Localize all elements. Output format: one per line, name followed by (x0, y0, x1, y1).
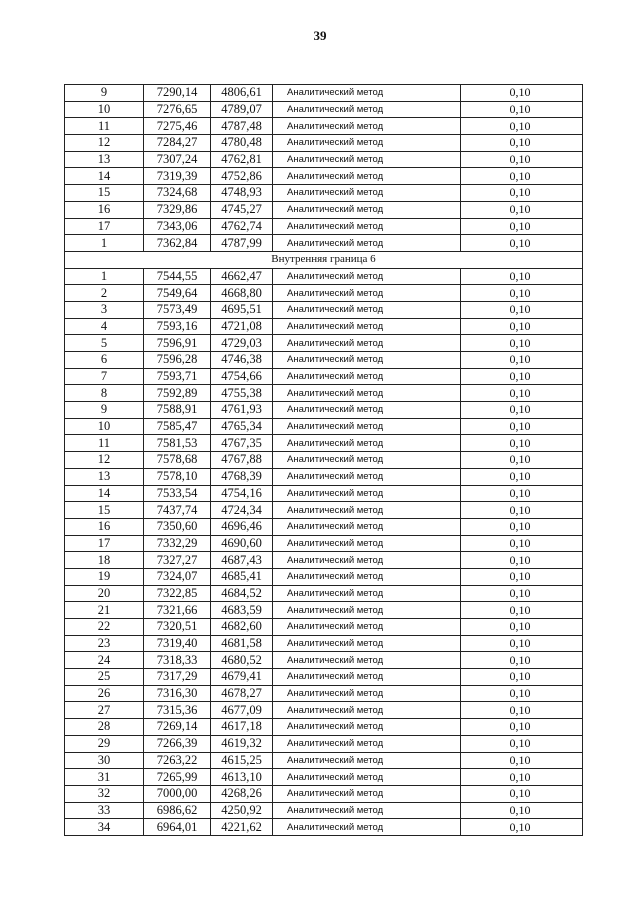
method-cell: Аналитический метод (273, 585, 461, 602)
method-cell: Аналитический метод (273, 635, 461, 652)
table-row (65, 285, 583, 302)
point-number-cell: 28 (65, 719, 144, 736)
accuracy-cell: 0,10 (461, 468, 583, 485)
table-row (65, 452, 583, 469)
table-row (65, 185, 583, 202)
section-title: Внутренняя граница 6 (65, 251, 583, 268)
accuracy-cell: 0,10 (461, 385, 583, 402)
point-number-cell: 15 (65, 185, 144, 202)
y-coordinate-cell: 4679,41 (211, 669, 273, 686)
accuracy-cell: 0,10 (461, 402, 583, 419)
y-coordinate-cell: 4668,80 (211, 285, 273, 302)
method-cell: Аналитический метод (273, 85, 461, 102)
method-cell: Аналитический метод (273, 619, 461, 636)
x-coordinate-cell: 7319,39 (144, 168, 211, 185)
method-cell: Аналитический метод (273, 352, 461, 369)
table-row (65, 151, 583, 168)
y-coordinate-cell: 4683,59 (211, 602, 273, 619)
y-coordinate-cell: 4767,88 (211, 452, 273, 469)
y-coordinate-cell: 4617,18 (211, 719, 273, 736)
table-row (65, 702, 583, 719)
accuracy-cell: 0,10 (461, 685, 583, 702)
point-number-cell: 27 (65, 702, 144, 719)
x-coordinate-cell: 7533,54 (144, 485, 211, 502)
y-coordinate-cell: 4806,61 (211, 85, 273, 102)
method-cell: Аналитический метод (273, 669, 461, 686)
accuracy-cell: 0,10 (461, 452, 583, 469)
table-row (65, 385, 583, 402)
accuracy-cell: 0,10 (461, 635, 583, 652)
y-coordinate-cell: 4680,52 (211, 652, 273, 669)
table-row (65, 619, 583, 636)
method-cell: Аналитический метод (273, 735, 461, 752)
point-number-cell: 14 (65, 485, 144, 502)
table-row (65, 602, 583, 619)
accuracy-cell: 0,10 (461, 318, 583, 335)
table-row (65, 819, 583, 836)
method-cell: Аналитический метод (273, 518, 461, 535)
method-cell: Аналитический метод (273, 702, 461, 719)
x-coordinate-cell: 7315,36 (144, 702, 211, 719)
table-row (65, 735, 583, 752)
x-coordinate-cell: 7578,10 (144, 468, 211, 485)
accuracy-cell: 0,10 (461, 735, 583, 752)
table-row (65, 585, 583, 602)
method-cell: Аналитический метод (273, 368, 461, 385)
x-coordinate-cell: 7596,91 (144, 335, 211, 352)
x-coordinate-cell: 7266,39 (144, 735, 211, 752)
method-cell: Аналитический метод (273, 385, 461, 402)
y-coordinate-cell: 4768,39 (211, 468, 273, 485)
table-row (65, 685, 583, 702)
y-coordinate-cell: 4729,03 (211, 335, 273, 352)
accuracy-cell: 0,10 (461, 418, 583, 435)
x-coordinate-cell: 7263,22 (144, 752, 211, 769)
x-coordinate-cell: 7332,29 (144, 535, 211, 552)
x-coordinate-cell: 7322,85 (144, 585, 211, 602)
y-coordinate-cell: 4754,66 (211, 368, 273, 385)
point-number-cell: 23 (65, 635, 144, 652)
point-number-cell: 21 (65, 602, 144, 619)
point-number-cell: 6 (65, 352, 144, 369)
method-cell: Аналитический метод (273, 235, 461, 252)
point-number-cell: 10 (65, 101, 144, 118)
table-row (65, 235, 583, 252)
point-number-cell: 13 (65, 151, 144, 168)
table-row (65, 802, 583, 819)
method-cell: Аналитический метод (273, 402, 461, 419)
accuracy-cell: 0,10 (461, 352, 583, 369)
method-cell: Аналитический метод (273, 752, 461, 769)
accuracy-cell: 0,10 (461, 552, 583, 569)
table-row (65, 468, 583, 485)
x-coordinate-cell: 7549,64 (144, 285, 211, 302)
accuracy-cell: 0,10 (461, 201, 583, 218)
x-coordinate-cell: 7317,29 (144, 669, 211, 686)
x-coordinate-cell: 7327,27 (144, 552, 211, 569)
y-coordinate-cell: 4250,92 (211, 802, 273, 819)
point-number-cell: 7 (65, 368, 144, 385)
point-number-cell: 12 (65, 452, 144, 469)
accuracy-cell: 0,10 (461, 619, 583, 636)
x-coordinate-cell: 7000,00 (144, 785, 211, 802)
x-coordinate-cell: 7307,24 (144, 151, 211, 168)
method-cell: Аналитический метод (273, 201, 461, 218)
method-cell: Аналитический метод (273, 135, 461, 152)
method-cell: Аналитический метод (273, 502, 461, 519)
table-row (65, 301, 583, 318)
x-coordinate-cell: 7581,53 (144, 435, 211, 452)
x-coordinate-cell: 7329,86 (144, 201, 211, 218)
method-cell: Аналитический метод (273, 485, 461, 502)
accuracy-cell: 0,10 (461, 235, 583, 252)
accuracy-cell: 0,10 (461, 769, 583, 786)
x-coordinate-cell: 7350,60 (144, 518, 211, 535)
y-coordinate-cell: 4724,34 (211, 502, 273, 519)
accuracy-cell: 0,10 (461, 135, 583, 152)
method-cell: Аналитический метод (273, 552, 461, 569)
point-number-cell: 3 (65, 301, 144, 318)
table-row (65, 535, 583, 552)
accuracy-cell: 0,10 (461, 819, 583, 836)
table-row (65, 769, 583, 786)
point-number-cell: 9 (65, 402, 144, 419)
y-coordinate-cell: 4682,60 (211, 619, 273, 636)
method-cell: Аналитический метод (273, 218, 461, 235)
accuracy-cell: 0,10 (461, 719, 583, 736)
method-cell: Аналитический метод (273, 802, 461, 819)
method-cell: Аналитический метод (273, 769, 461, 786)
point-number-cell: 4 (65, 318, 144, 335)
table-row (65, 752, 583, 769)
method-cell: Аналитический метод (273, 301, 461, 318)
x-coordinate-cell: 7319,40 (144, 635, 211, 652)
table-row (65, 135, 583, 152)
coordinates-table (64, 84, 583, 836)
y-coordinate-cell: 4748,93 (211, 185, 273, 202)
table-row (65, 719, 583, 736)
table-row (65, 368, 583, 385)
y-coordinate-cell: 4762,81 (211, 151, 273, 168)
point-number-cell: 15 (65, 502, 144, 519)
x-coordinate-cell: 7578,68 (144, 452, 211, 469)
y-coordinate-cell: 4754,16 (211, 485, 273, 502)
y-coordinate-cell: 4619,32 (211, 735, 273, 752)
point-number-cell: 1 (65, 268, 144, 285)
y-coordinate-cell: 4780,48 (211, 135, 273, 152)
point-number-cell: 32 (65, 785, 144, 802)
accuracy-cell: 0,10 (461, 485, 583, 502)
x-coordinate-cell: 7269,14 (144, 719, 211, 736)
x-coordinate-cell: 7324,68 (144, 185, 211, 202)
method-cell: Аналитический метод (273, 685, 461, 702)
y-coordinate-cell: 4685,41 (211, 568, 273, 585)
point-number-cell: 19 (65, 568, 144, 585)
point-number-cell: 10 (65, 418, 144, 435)
accuracy-cell: 0,10 (461, 502, 583, 519)
x-coordinate-cell: 7324,07 (144, 568, 211, 585)
x-coordinate-cell: 7316,30 (144, 685, 211, 702)
x-coordinate-cell: 7585,47 (144, 418, 211, 435)
method-cell: Аналитический метод (273, 168, 461, 185)
accuracy-cell: 0,10 (461, 185, 583, 202)
accuracy-cell: 0,10 (461, 518, 583, 535)
method-cell: Аналитический метод (273, 819, 461, 836)
method-cell: Аналитический метод (273, 785, 461, 802)
x-coordinate-cell: 7592,89 (144, 385, 211, 402)
y-coordinate-cell: 4767,35 (211, 435, 273, 452)
method-cell: Аналитический метод (273, 468, 461, 485)
accuracy-cell: 0,10 (461, 285, 583, 302)
point-number-cell: 17 (65, 535, 144, 552)
x-coordinate-cell: 7276,65 (144, 101, 211, 118)
y-coordinate-cell: 4787,99 (211, 235, 273, 252)
table-row (65, 85, 583, 102)
table-row (65, 318, 583, 335)
x-coordinate-cell: 7437,74 (144, 502, 211, 519)
point-number-cell: 31 (65, 769, 144, 786)
accuracy-cell: 0,10 (461, 802, 583, 819)
point-number-cell: 20 (65, 585, 144, 602)
method-cell: Аналитический метод (273, 652, 461, 669)
accuracy-cell: 0,10 (461, 168, 583, 185)
table-row (65, 201, 583, 218)
y-coordinate-cell: 4268,26 (211, 785, 273, 802)
method-cell: Аналитический метод (273, 535, 461, 552)
method-cell: Аналитический метод (273, 435, 461, 452)
y-coordinate-cell: 4752,86 (211, 168, 273, 185)
y-coordinate-cell: 4681,58 (211, 635, 273, 652)
x-coordinate-cell: 7593,71 (144, 368, 211, 385)
point-number-cell: 9 (65, 85, 144, 102)
table-body-top (65, 85, 583, 252)
point-number-cell: 17 (65, 218, 144, 235)
point-number-cell: 22 (65, 619, 144, 636)
table-row (65, 502, 583, 519)
x-coordinate-cell: 6986,62 (144, 802, 211, 819)
accuracy-cell: 0,10 (461, 652, 583, 669)
accuracy-cell: 0,10 (461, 335, 583, 352)
point-number-cell: 11 (65, 435, 144, 452)
accuracy-cell: 0,10 (461, 669, 583, 686)
table-row (65, 268, 583, 285)
table-row (65, 785, 583, 802)
y-coordinate-cell: 4615,25 (211, 752, 273, 769)
point-number-cell: 26 (65, 685, 144, 702)
method-cell: Аналитический метод (273, 568, 461, 585)
method-cell: Аналитический метод (273, 719, 461, 736)
y-coordinate-cell: 4221,62 (211, 819, 273, 836)
x-coordinate-cell: 7593,16 (144, 318, 211, 335)
method-cell: Аналитический метод (273, 602, 461, 619)
table-row (65, 652, 583, 669)
method-cell: Аналитический метод (273, 101, 461, 118)
accuracy-cell: 0,10 (461, 752, 583, 769)
accuracy-cell: 0,10 (461, 151, 583, 168)
accuracy-cell: 0,10 (461, 218, 583, 235)
method-cell: Аналитический метод (273, 185, 461, 202)
point-number-cell: 2 (65, 285, 144, 302)
page-number: 39 (313, 28, 327, 43)
point-number-cell: 18 (65, 552, 144, 569)
table-body-bottom (65, 268, 583, 835)
y-coordinate-cell: 4662,47 (211, 268, 273, 285)
point-number-cell: 30 (65, 752, 144, 769)
method-cell: Аналитический метод (273, 418, 461, 435)
method-cell: Аналитический метод (273, 335, 461, 352)
point-number-cell: 16 (65, 518, 144, 535)
x-coordinate-cell: 7596,28 (144, 352, 211, 369)
y-coordinate-cell: 4746,38 (211, 352, 273, 369)
point-number-cell: 1 (65, 235, 144, 252)
table-row (65, 418, 583, 435)
method-cell: Аналитический метод (273, 118, 461, 135)
point-number-cell: 24 (65, 652, 144, 669)
table-row (65, 352, 583, 369)
accuracy-cell: 0,10 (461, 585, 583, 602)
y-coordinate-cell: 4677,09 (211, 702, 273, 719)
method-cell: Аналитический метод (273, 268, 461, 285)
accuracy-cell: 0,10 (461, 785, 583, 802)
table-row (65, 118, 583, 135)
table-row (65, 552, 583, 569)
section-row (65, 251, 583, 268)
y-coordinate-cell: 4789,07 (211, 101, 273, 118)
x-coordinate-cell: 7284,27 (144, 135, 211, 152)
y-coordinate-cell: 4696,46 (211, 518, 273, 535)
y-coordinate-cell: 4678,27 (211, 685, 273, 702)
accuracy-cell: 0,10 (461, 702, 583, 719)
point-number-cell: 8 (65, 385, 144, 402)
y-coordinate-cell: 4762,74 (211, 218, 273, 235)
method-cell: Аналитический метод (273, 318, 461, 335)
x-coordinate-cell: 7265,99 (144, 769, 211, 786)
table-row (65, 669, 583, 686)
x-coordinate-cell: 7320,51 (144, 619, 211, 636)
y-coordinate-cell: 4613,10 (211, 769, 273, 786)
table-row (65, 168, 583, 185)
point-number-cell: 33 (65, 802, 144, 819)
x-coordinate-cell: 7321,66 (144, 602, 211, 619)
method-cell: Аналитический метод (273, 452, 461, 469)
y-coordinate-cell: 4787,48 (211, 118, 273, 135)
x-coordinate-cell: 7290,14 (144, 85, 211, 102)
x-coordinate-cell: 7588,91 (144, 402, 211, 419)
x-coordinate-cell: 7318,33 (144, 652, 211, 669)
accuracy-cell: 0,10 (461, 301, 583, 318)
accuracy-cell: 0,10 (461, 602, 583, 619)
table-row (65, 518, 583, 535)
y-coordinate-cell: 4765,34 (211, 418, 273, 435)
table-row (65, 485, 583, 502)
point-number-cell: 25 (65, 669, 144, 686)
x-coordinate-cell: 6964,01 (144, 819, 211, 836)
y-coordinate-cell: 4745,27 (211, 201, 273, 218)
accuracy-cell: 0,10 (461, 568, 583, 585)
table-row (65, 435, 583, 452)
accuracy-cell: 0,10 (461, 435, 583, 452)
point-number-cell: 34 (65, 819, 144, 836)
table-row (65, 402, 583, 419)
accuracy-cell: 0,10 (461, 101, 583, 118)
y-coordinate-cell: 4690,60 (211, 535, 273, 552)
point-number-cell: 5 (65, 335, 144, 352)
x-coordinate-cell: 7343,06 (144, 218, 211, 235)
y-coordinate-cell: 4687,43 (211, 552, 273, 569)
point-number-cell: 11 (65, 118, 144, 135)
x-coordinate-cell: 7362,84 (144, 235, 211, 252)
table-row (65, 635, 583, 652)
y-coordinate-cell: 4684,52 (211, 585, 273, 602)
point-number-cell: 16 (65, 201, 144, 218)
y-coordinate-cell: 4695,51 (211, 301, 273, 318)
table-row (65, 101, 583, 118)
accuracy-cell: 0,10 (461, 268, 583, 285)
x-coordinate-cell: 7275,46 (144, 118, 211, 135)
y-coordinate-cell: 4755,38 (211, 385, 273, 402)
table-row (65, 568, 583, 585)
x-coordinate-cell: 7573,49 (144, 301, 211, 318)
accuracy-cell: 0,10 (461, 368, 583, 385)
point-number-cell: 12 (65, 135, 144, 152)
x-coordinate-cell: 7544,55 (144, 268, 211, 285)
method-cell: Аналитический метод (273, 151, 461, 168)
table-row (65, 335, 583, 352)
table-row (65, 218, 583, 235)
y-coordinate-cell: 4761,93 (211, 402, 273, 419)
point-number-cell: 13 (65, 468, 144, 485)
method-cell: Аналитический метод (273, 285, 461, 302)
accuracy-cell: 0,10 (461, 535, 583, 552)
y-coordinate-cell: 4721,08 (211, 318, 273, 335)
accuracy-cell: 0,10 (461, 118, 583, 135)
point-number-cell: 29 (65, 735, 144, 752)
accuracy-cell: 0,10 (461, 85, 583, 102)
section-header (65, 251, 583, 268)
point-number-cell: 14 (65, 168, 144, 185)
